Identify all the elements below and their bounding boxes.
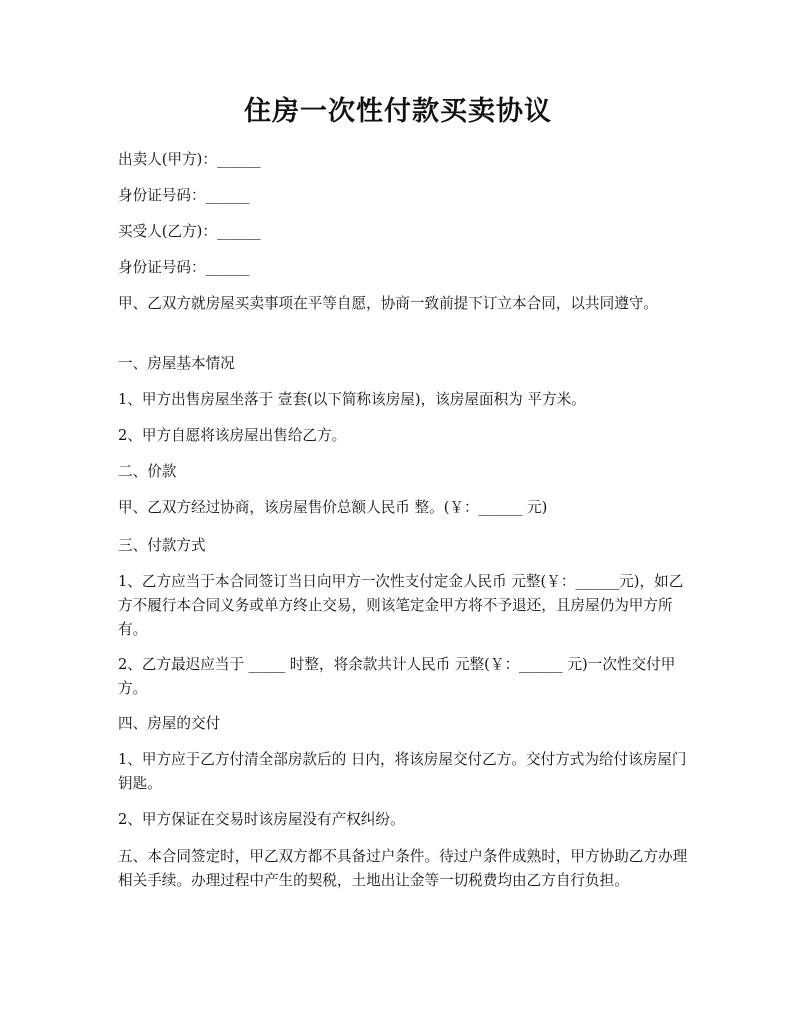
clause-paragraph: 甲、乙双方经过协商，该房屋售价总额人民币 整。(￥：______ 元) <box>118 499 548 516</box>
seller-id-line: 身份证号码：______ <box>118 187 250 204</box>
clause-paragraph: 1、乙方应当于本合同签订当日向甲方一次性支付定金人民币 元整(￥：______元)，如乙方不履行本合同义务或单方终止交易，则该笔定金甲方将不予退还，且房屋仍为甲方所有。 <box>118 573 684 638</box>
clause-paragraph: 2、乙方最迟应当于 _____ 时整，将余款共计人民币 元整(￥：______ 元)一次性交付甲方。 <box>118 656 676 697</box>
clause-paragraph: 1、甲方应于乙方付清全部房款后的 日内，将该房屋交付乙方。交付方式为给付该房屋门钥匙。 <box>118 751 687 792</box>
section-heading: 三、付款方式 <box>118 537 206 554</box>
document-title: 住房一次性付款买卖协议 <box>244 96 552 127</box>
preamble-paragraph: 甲、乙双方就房屋买卖事项在平等自愿，协商一致前提下订立本合同，以共同遵守。 <box>118 295 658 312</box>
buyer-line: 买受人(乙方)：______ <box>118 223 261 240</box>
section-heading: 二、价款 <box>118 463 177 480</box>
clause-paragraph: 2、甲方保证在交易时该房屋没有产权纠纷。 <box>118 811 405 828</box>
section-heading: 四、房屋的交付 <box>118 715 221 732</box>
clause-paragraph: 1、甲方出售房屋坐落于 壹套(以下简称该房屋)，该房屋面积为 平方米。 <box>118 391 586 408</box>
section-heading: 一、房屋基本情况 <box>118 355 235 372</box>
clause-paragraph: 五、本合同签定时，甲乙双方都不具备过户条件。待过户条件成熟时，甲方协助乙方办理相关手续。办理过程中产生的契税，土地出让金等一切税费均由乙方自行负担。 <box>118 848 688 889</box>
clause-paragraph: 2、甲方自愿将该房屋出售给乙方。 <box>118 427 347 444</box>
seller-line: 出卖人(甲方)：______ <box>118 151 261 168</box>
buyer-id-line: 身份证号码：______ <box>118 259 250 276</box>
